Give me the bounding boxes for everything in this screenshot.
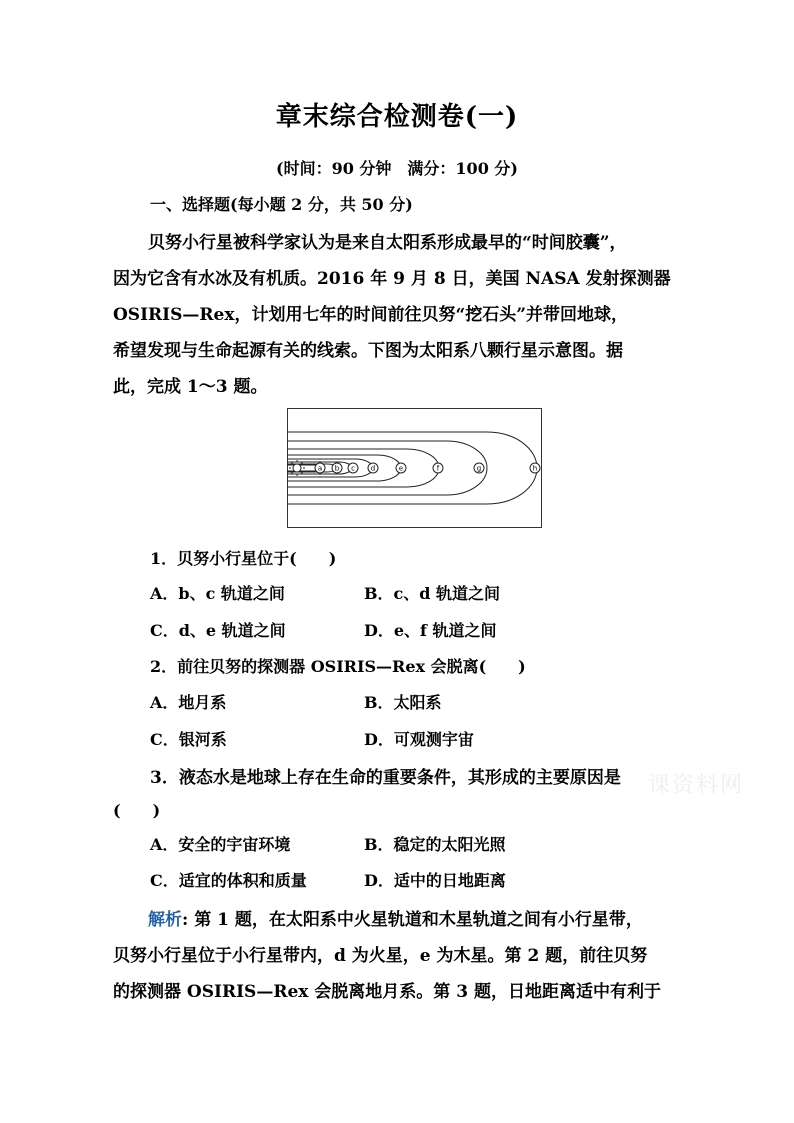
option-c[interactable]: C．适宜的体积和质量 bbox=[150, 871, 307, 890]
option-d[interactable]: D．e、f 轨道之间 bbox=[364, 621, 497, 640]
option-a[interactable]: A．安全的宇宙环境 bbox=[150, 835, 291, 854]
analysis-line: 的探测器 OSIRIS—Rex 会脱离地月系。第 3 题，日地距离适中有利于 bbox=[113, 982, 661, 1002]
svg-text:a: a bbox=[317, 464, 323, 473]
analysis-line: 贝努小行星位于小行星带内，d 为火星，e 为木星。第 2 题，前往贝努 bbox=[113, 946, 648, 966]
svg-text:b: b bbox=[334, 464, 340, 473]
planet-d bbox=[368, 463, 378, 473]
option-b[interactable]: B．稳定的太阳光照 bbox=[364, 835, 506, 854]
option-b[interactable]: B．c、d 轨道之间 bbox=[364, 584, 501, 603]
option-a[interactable]: A．地月系 bbox=[150, 693, 227, 712]
planet-c bbox=[348, 463, 358, 473]
passage-line: 此，完成 1～3 题。 bbox=[113, 377, 268, 397]
page-title: 章末综合检测卷(一) bbox=[275, 102, 519, 132]
option-d[interactable]: D．适中的日地距离 bbox=[364, 871, 506, 890]
section-heading: 一、选择题(每小题 2 分，共 50 分) bbox=[150, 195, 413, 214]
answer-blank: ( ) bbox=[113, 801, 161, 820]
svg-text:e: e bbox=[398, 464, 404, 473]
planet-e bbox=[396, 463, 406, 473]
option-c[interactable]: C．银河系 bbox=[150, 730, 227, 749]
analysis-label: 解析 bbox=[148, 910, 182, 930]
passage-line: 因为它含有水冰及有机质。2016 年 9 月 8 日，美国 NASA 发射探测器 bbox=[113, 269, 671, 289]
svg-text:d: d bbox=[370, 464, 376, 473]
question-stem: 1．贝努小行星位于( ) bbox=[150, 549, 337, 568]
svg-text:c: c bbox=[351, 464, 355, 473]
planet-b bbox=[332, 463, 342, 473]
solar-system-diagram bbox=[287, 408, 542, 528]
planet-f bbox=[433, 463, 443, 473]
watermark: 课资料网 bbox=[648, 773, 745, 798]
analysis-line bbox=[148, 905, 643, 930]
passage-line: OSIRIS—Rex，计划用七年的时间前往贝努“挖石头”并带回地球， bbox=[113, 305, 629, 325]
option-b[interactable]: B．太阳系 bbox=[364, 693, 442, 712]
planet-h bbox=[530, 463, 540, 473]
option-a[interactable]: A．b、c 轨道之间 bbox=[150, 584, 285, 603]
passage-line: 希望发现与生命起源有关的线索。下图为太阳系八颗行星示意图。据 bbox=[113, 341, 623, 361]
exam-info: (时间：90 分钟 满分：100 分) bbox=[276, 159, 518, 178]
svg-text:f: f bbox=[436, 464, 440, 473]
planet-g bbox=[474, 463, 484, 473]
svg-text:h: h bbox=[532, 464, 538, 473]
analysis-text: : 第 1 题，在太阳系中火星轨道和木星轨道之间有小行星带， bbox=[182, 910, 643, 930]
question-stem: 3．液态水是地球上存在生命的重要条件，其形成的主要原因是 bbox=[150, 768, 621, 788]
passage-line: 贝努小行星被科学家认为是来自太阳系形成最早的“时间胶囊”， bbox=[148, 233, 627, 253]
option-c[interactable]: C．d、e 轨道之间 bbox=[150, 621, 286, 640]
planet-a bbox=[315, 463, 325, 473]
option-d[interactable]: D．可观测宇宙 bbox=[364, 730, 474, 749]
question-stem: 2．前往贝努的探测器 OSIRIS—Rex 会脱离( ) bbox=[150, 657, 526, 676]
svg-text:g: g bbox=[476, 464, 482, 473]
